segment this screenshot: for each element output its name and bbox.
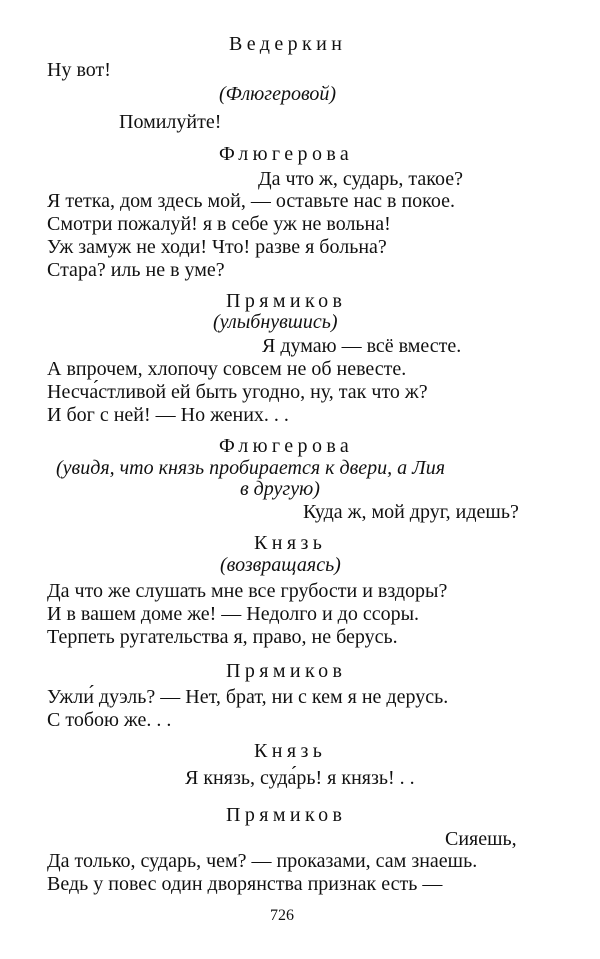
speaker-name: Прямиков	[226, 290, 347, 312]
verse-line: Ведь у повес один дворянства признак есть —	[47, 873, 443, 895]
verse-line: Да что же слушать мне все грубости и вздоры?	[47, 580, 448, 602]
stage-direction: (Флюгеровой)	[219, 83, 337, 105]
verse-line: Уж замуж не ходи! Что! разве я больна?	[47, 236, 387, 258]
verse-line: И бог с ней! — Но жених. . .	[47, 404, 289, 426]
verse-line: А впрочем, хлопочу совсем не об невесте.	[47, 358, 407, 380]
verse-line: Да только, сударь, чем? — проказами, сам знаешь.	[47, 850, 478, 872]
speaker-name: Князь	[254, 740, 327, 762]
verse-line: Ну вот!	[47, 59, 111, 81]
verse-line: Несча́стливой ей быть угодно, ну, так что ж?	[47, 381, 428, 403]
verse-line: Да что ж, сударь, такое?	[258, 168, 463, 190]
verse-line: Помилуйте!	[119, 111, 222, 133]
speaker-name: Ведеркин	[229, 33, 347, 55]
verse-line: Я думаю — всё вместе.	[262, 335, 462, 357]
verse-line: С тобою же. . .	[47, 709, 172, 731]
stage-direction: (возвращаясь)	[220, 554, 341, 576]
speaker-name: Прямиков	[226, 660, 347, 682]
speaker-name: Флюгерова	[219, 143, 354, 165]
speaker-name: Князь	[254, 532, 327, 554]
verse-line: Смотри пожалуй! я в себе уж не вольна!	[47, 213, 391, 235]
stage-direction: (улыбнувшись)	[213, 311, 338, 333]
stage-direction: в другую)	[240, 478, 320, 500]
speaker-name: Флюгерова	[219, 435, 354, 457]
verse-line: Терпеть ругательства я, право, не берусь.	[47, 626, 398, 648]
verse-line: И в вашем доме же! — Недолго и до ссоры.	[47, 603, 420, 625]
verse-line: Я князь, суда́рь! я князь! . .	[185, 767, 415, 789]
page-number: 726	[270, 907, 294, 924]
stage-direction: (увидя, что князь пробирается к двери, а Лия	[56, 457, 445, 479]
speaker-name: Прямиков	[226, 804, 347, 826]
verse-line: Ужли́ дуэль? — Нет, брат, ни с кем я не дерусь.	[47, 686, 449, 708]
verse-line: Куда ж, мой друг, идешь?	[303, 501, 519, 523]
verse-line: Сияешь,	[445, 828, 517, 850]
verse-line: Я тетка, дом здесь мой, — оставьте нас в покое.	[47, 190, 455, 212]
verse-line: Стара? иль не в уме?	[47, 259, 225, 281]
